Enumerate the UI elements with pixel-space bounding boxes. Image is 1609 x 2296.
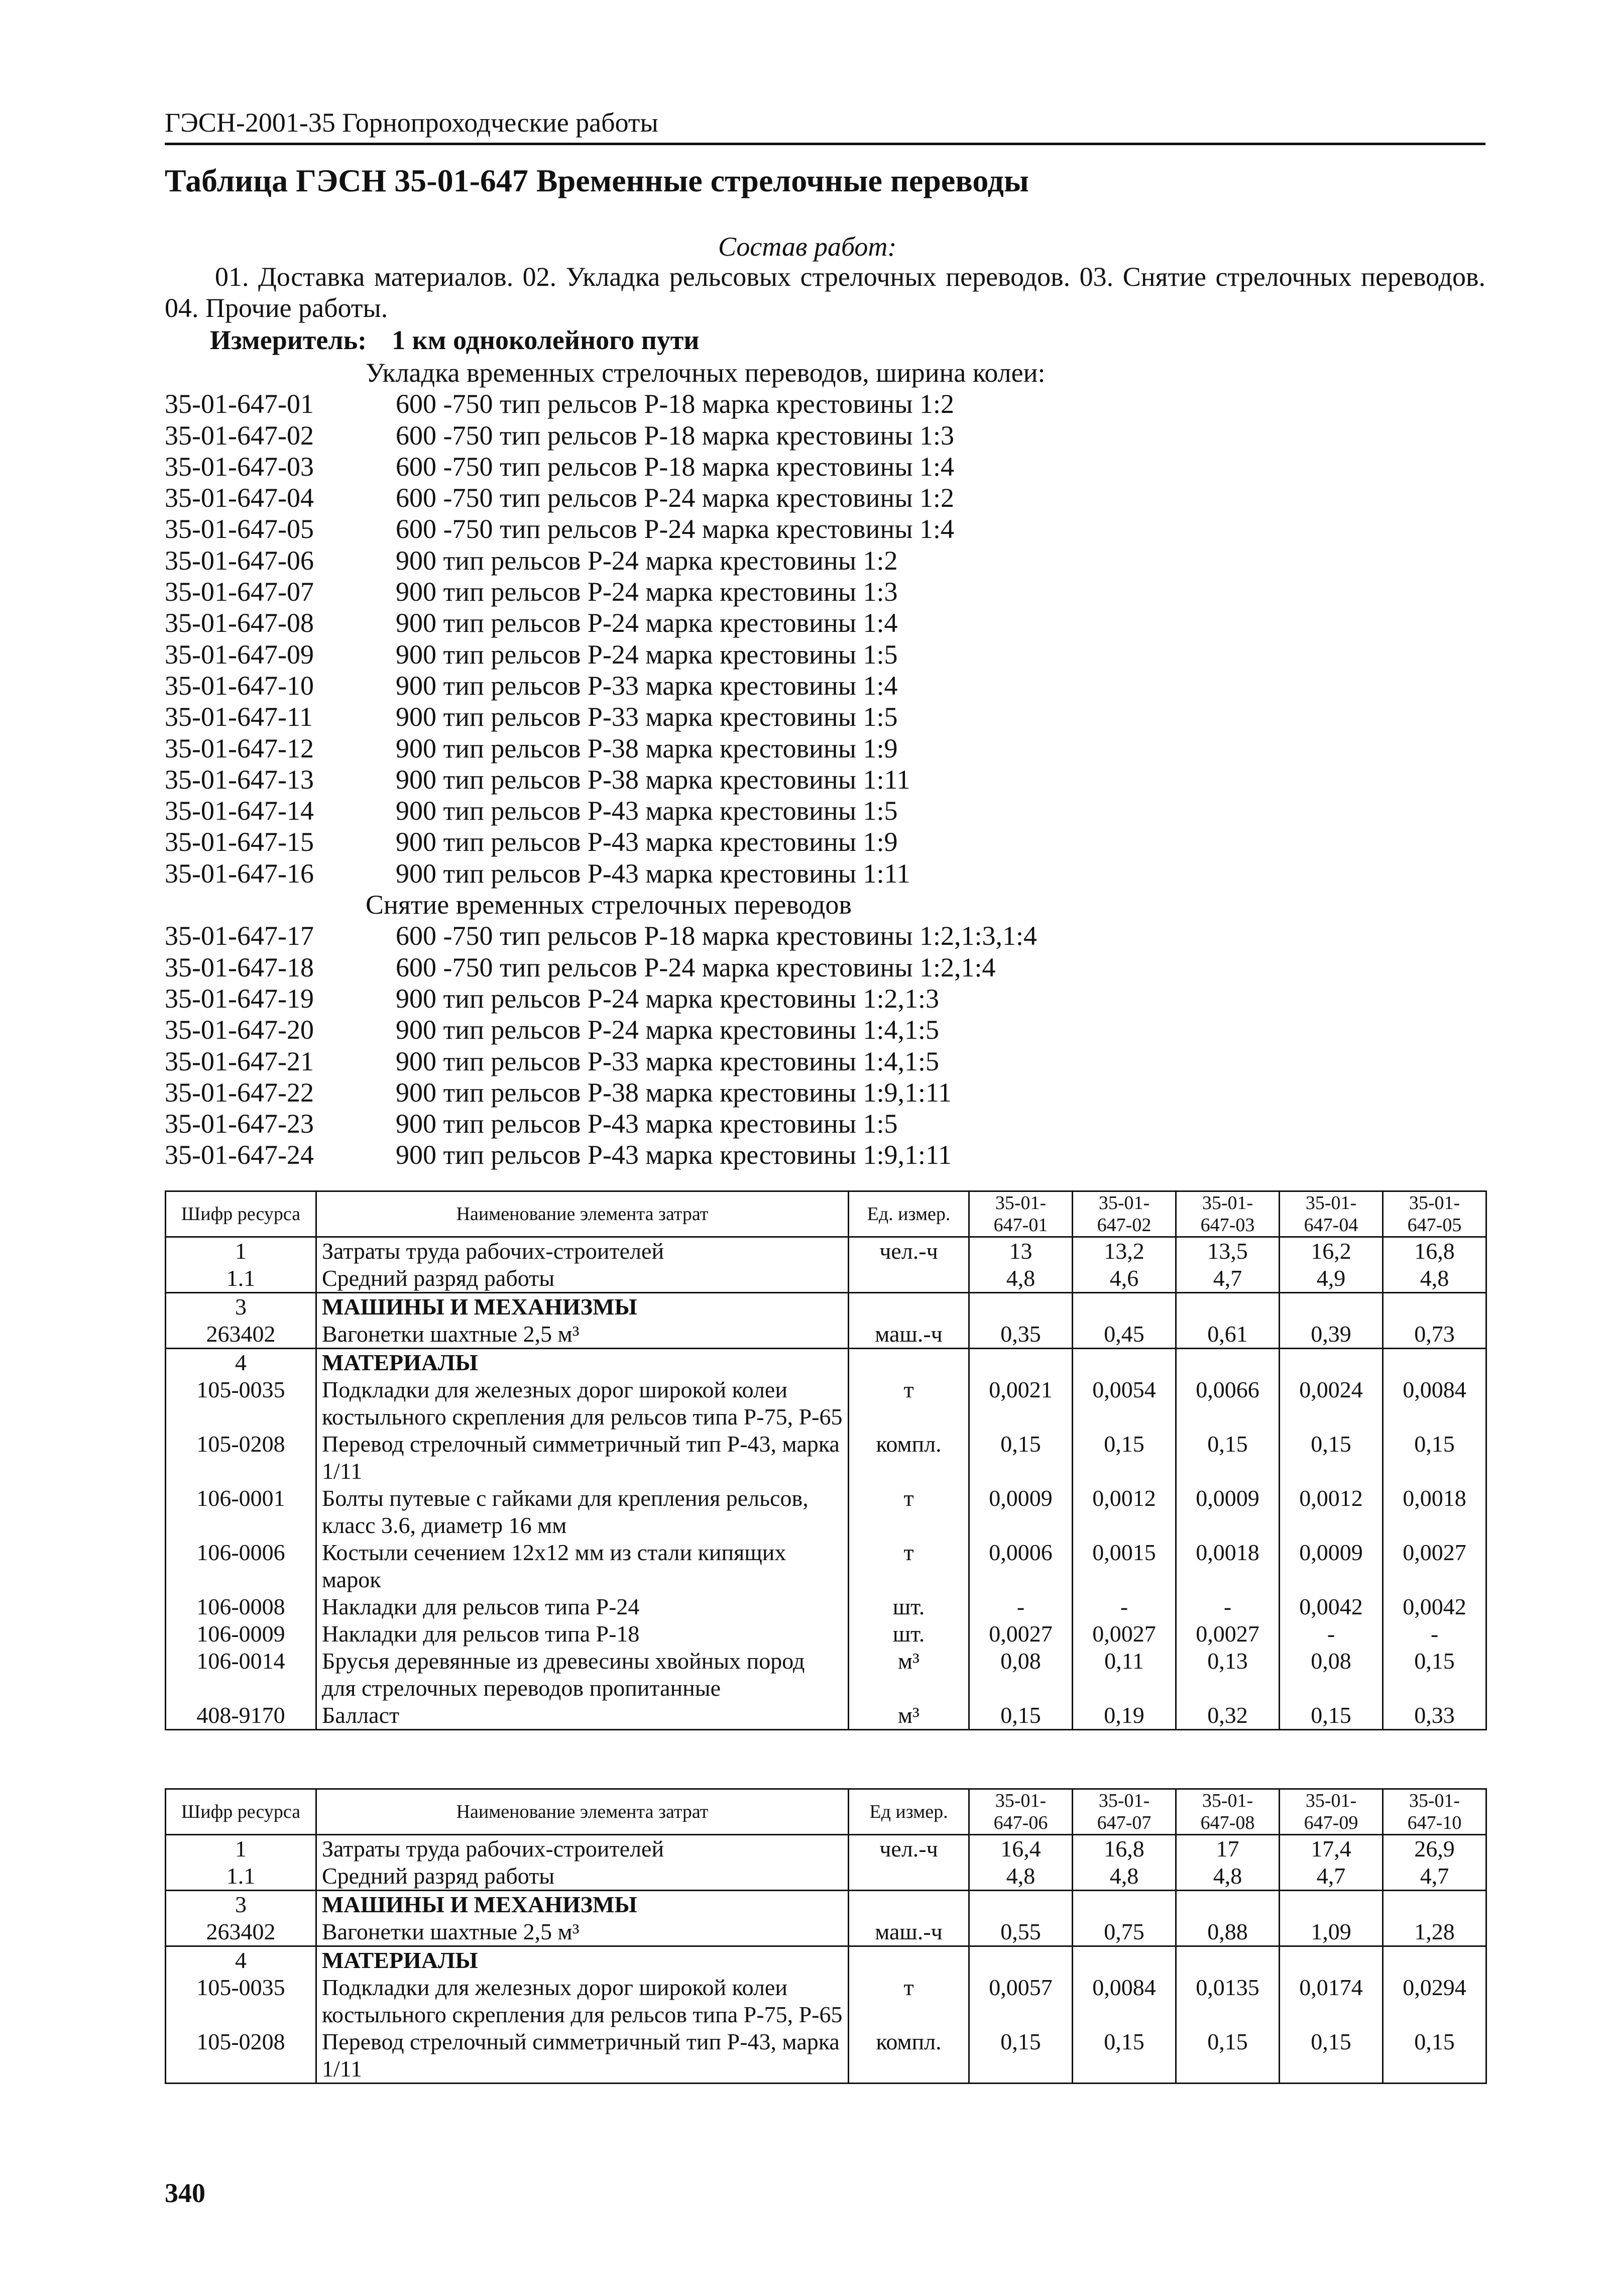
resource-value: 0,35: [969, 1321, 1073, 1349]
norm-code: 35-01-647-23: [165, 1109, 314, 1139]
resource-unit: т: [849, 1974, 969, 2028]
resource-value: -: [1383, 1620, 1486, 1648]
column-header: 35-01- 647-08: [1176, 1789, 1280, 1835]
resource-value: 13,2: [1073, 1237, 1176, 1265]
norm-description: 900 тип рельсов Р-24 марка крестовины 1:3: [396, 577, 898, 607]
resource-value: 0,15: [1073, 2028, 1176, 2084]
resource-unit: шт.: [849, 1620, 969, 1648]
resource-code: 3: [166, 1891, 316, 1919]
composition-text: 01. Доставка материалов. 02. Укладка рельсовых стрелочных переводов. 03. Снятие стрелочных переводов. 04. Прочие работы.: [165, 262, 1485, 323]
norm-table-2: [165, 1788, 1487, 2084]
norm-code: 35-01-647-07: [165, 577, 314, 607]
norm-description: 600 -750 тип рельсов Р-18 марка крестовины 1:4: [396, 451, 955, 482]
resource-unit: [849, 1863, 969, 1891]
norm-code: 35-01-647-05: [165, 514, 314, 544]
resource-value: 1,09: [1280, 1918, 1383, 1946]
code-list-item: [165, 420, 1485, 451]
code-list-item: [165, 451, 1485, 482]
resource-name: Болты путевые с гайками для крепления рельсов, класс 3.6, диаметр 16 мм: [316, 1485, 849, 1539]
code-list-item: [165, 826, 1485, 857]
resource-name: МАШИНЫ И МЕХАНИЗМЫ: [316, 1891, 849, 1919]
resource-unit: шт.: [849, 1593, 969, 1620]
column-header: 35-01- 647-04: [1280, 1191, 1383, 1237]
resource-code: 1: [166, 1835, 316, 1863]
resource-name: Средний разряд работы: [316, 1265, 849, 1293]
resource-value: 0,0135: [1176, 1974, 1280, 2028]
resource-value: [1383, 1891, 1486, 1919]
resource-value: 0,32: [1176, 1702, 1280, 1730]
resource-value: 0,0057: [969, 1974, 1073, 2028]
section-heading: Снятие временных стрелочных переводов: [366, 890, 852, 920]
resource-value: 0,15: [1280, 1702, 1383, 1730]
norm-description: 900 тип рельсов Р-38 марка крестовины 1:9,1:11: [396, 1077, 952, 1108]
resource-name: МАШИНЫ И МЕХАНИЗМЫ: [316, 1293, 849, 1321]
table-row: [166, 1946, 1486, 1975]
code-list-item: [165, 983, 1485, 1014]
resource-code: 263402: [166, 1918, 316, 1946]
resource-value: 0,0174: [1280, 1974, 1383, 2028]
resource-value: [1176, 1891, 1280, 1919]
resource-value: 4,9: [1280, 1265, 1383, 1293]
resource-value: 4,6: [1073, 1265, 1176, 1293]
resource-code: 263402: [166, 1321, 316, 1349]
resource-value: [969, 1946, 1073, 1975]
running-head: ГЭСН-2001-35 Горнопроходческие работы: [165, 106, 1485, 145]
norm-code: 35-01-647-10: [165, 670, 314, 701]
resource-value: [1280, 1293, 1383, 1321]
resource-unit: маш.-ч: [849, 1321, 969, 1349]
norm-description: 600 -750 тип рельсов Р-18 марка крестовины 1:2,1:3,1:4: [396, 921, 1038, 951]
resource-value: 0,45: [1073, 1321, 1176, 1349]
table-row: [166, 1265, 1486, 1293]
resource-name: МАТЕРИАЛЫ: [316, 1946, 849, 1975]
resource-value: [1280, 1349, 1383, 1377]
code-list-item: [165, 1014, 1485, 1045]
resource-value: 4,8: [969, 1265, 1073, 1293]
norm-code: 35-01-647-22: [165, 1077, 314, 1108]
norm-code: 35-01-647-21: [165, 1046, 314, 1076]
resource-value: 0,0021: [969, 1376, 1073, 1431]
resource-name: Вагонетки шахтные 2,5 м³: [316, 1918, 849, 1946]
resource-value: 0,0009: [1176, 1485, 1280, 1539]
resource-value: 0,0009: [969, 1485, 1073, 1539]
resource-value: 0,0024: [1280, 1376, 1383, 1431]
norm-description: 900 тип рельсов Р-33 марка крестовины 1:5: [396, 702, 898, 732]
resource-value: 0,75: [1073, 1918, 1176, 1946]
resource-value: 0,0009: [1280, 1539, 1383, 1593]
table-row: [166, 1376, 1486, 1431]
resource-unit: компл.: [849, 1431, 969, 1485]
resource-value: 4,8: [969, 1863, 1073, 1891]
norm-code: 35-01-647-17: [165, 921, 314, 951]
resource-code: 1: [166, 1237, 316, 1265]
norm-description: 900 тип рельсов Р-33 марка крестовины 1:4,1:5: [396, 1046, 940, 1076]
resource-code: 105-0208: [166, 1431, 316, 1485]
table-header-row: [166, 1789, 1486, 1835]
resource-value: [969, 1891, 1073, 1919]
table-row: [166, 1237, 1486, 1265]
resource-value: 0,0084: [1383, 1376, 1486, 1431]
section-heading: Укладка временных стрелочных переводов, ширина колеи:: [366, 358, 1046, 388]
measure-line: [210, 324, 700, 356]
resource-value: 0,15: [1383, 1431, 1486, 1485]
resource-value: 4,7: [1383, 1863, 1486, 1891]
code-list-item: [165, 795, 1485, 826]
resource-value: 0,15: [1280, 2028, 1383, 2084]
norm-code: 35-01-647-13: [165, 764, 314, 795]
table-row: [166, 1918, 1486, 1946]
resource-value: [1383, 1293, 1486, 1321]
code-list-item: [165, 952, 1485, 983]
resource-value: [1383, 1946, 1486, 1975]
norm-code: 35-01-647-06: [165, 545, 314, 576]
resource-unit: м³: [849, 1648, 969, 1702]
resource-value: 4,7: [1176, 1265, 1280, 1293]
code-list: [165, 357, 1485, 1171]
norm-code: 35-01-647-19: [165, 983, 314, 1014]
measure-value: 1 км одноколейного пути: [392, 325, 700, 355]
norm-description: 900 тип рельсов Р-24 марка крестовины 1:2,1:3: [396, 983, 940, 1014]
resource-code: 106-0014: [166, 1648, 316, 1702]
resource-value: 0,0027: [969, 1620, 1073, 1648]
column-header: Шифр ресурса: [166, 1789, 316, 1835]
resource-value: 0,0054: [1073, 1376, 1176, 1431]
resource-value: 0,0027: [1176, 1620, 1280, 1648]
resource-unit: т: [849, 1485, 969, 1539]
resource-value: [1176, 1946, 1280, 1975]
column-header: 35-01- 647-05: [1383, 1191, 1486, 1237]
resource-value: -: [969, 1593, 1073, 1620]
code-list-item: [165, 607, 1485, 638]
resource-name: Перевод стрелочный симметричный тип Р-43, марка 1/11: [316, 2028, 849, 2084]
table-row: [166, 1620, 1486, 1648]
norm-code: 35-01-647-15: [165, 827, 314, 857]
resource-unit: [849, 1946, 969, 1975]
resource-value: [1383, 1349, 1486, 1377]
norm-description: 600 -750 тип рельсов Р-24 марка крестовины 1:4: [396, 514, 955, 544]
resource-name: Подкладки для железных дорог широкой колеи костыльного скрепления для рельсов типа Р-75, Р-65: [316, 1376, 849, 1431]
norm-description: 900 тип рельсов Р-24 марка крестовины 1:5: [396, 639, 898, 670]
column-header: Наименование элемента затрат: [316, 1789, 849, 1835]
norm-description: 900 тип рельсов Р-24 марка крестовины 1:4: [396, 608, 898, 638]
resource-value: 0,88: [1176, 1918, 1280, 1946]
resource-value: 0,0012: [1280, 1485, 1383, 1539]
resource-name: Затраты труда рабочих-строителей: [316, 1835, 849, 1863]
norm-description: 600 -750 тип рельсов Р-24 марка крестовины 1:2: [396, 483, 955, 513]
column-header: 35-01- 647-07: [1073, 1789, 1176, 1835]
norm-description: 900 тип рельсов Р-43 марка крестовины 1:5: [396, 1109, 898, 1139]
resource-value: 13,5: [1176, 1237, 1280, 1265]
code-list-item: [165, 388, 1485, 419]
resource-value: -: [1073, 1593, 1176, 1620]
resource-code: 105-0035: [166, 1376, 316, 1431]
resource-value: 0,39: [1280, 1321, 1383, 1349]
code-list-item: [165, 1077, 1485, 1108]
norm-code: 35-01-647-24: [165, 1140, 314, 1170]
code-list-item: [165, 858, 1485, 889]
table-row: [166, 1349, 1486, 1377]
resource-name: Костыли сечением 12х12 мм из стали кипящих марок: [316, 1539, 849, 1593]
resource-value: 0,15: [969, 1431, 1073, 1485]
norm-code: 35-01-647-08: [165, 608, 314, 638]
table-header-row: [166, 1191, 1486, 1237]
resource-value: 0,0018: [1383, 1485, 1486, 1539]
table-row: [166, 1593, 1486, 1620]
column-header: 35-01- 647-06: [969, 1789, 1073, 1835]
resource-value: 0,73: [1383, 1321, 1486, 1349]
code-list-item: [165, 482, 1485, 513]
table-row: [166, 1648, 1486, 1702]
resource-value: 16,8: [1383, 1237, 1486, 1265]
table-row: [166, 2028, 1486, 2084]
table-row: [166, 1702, 1486, 1730]
code-list-item: [165, 1139, 1485, 1170]
resource-value: 0,33: [1383, 1702, 1486, 1730]
resource-value: -: [1176, 1593, 1280, 1620]
resource-value: 0,0015: [1073, 1539, 1176, 1593]
resource-unit: [849, 1349, 969, 1377]
resource-value: 0,15: [1383, 2028, 1486, 2084]
resource-value: 0,15: [969, 1702, 1073, 1730]
table-row: [166, 1891, 1486, 1919]
resource-value: 0,08: [969, 1648, 1073, 1702]
resource-value: 0,0066: [1176, 1376, 1280, 1431]
resource-unit: чел.-ч: [849, 1835, 969, 1863]
resource-value: 0,0018: [1176, 1539, 1280, 1593]
resource-value: 4,8: [1176, 1863, 1280, 1891]
table-row: [166, 1485, 1486, 1539]
code-list-section: [165, 889, 1485, 920]
code-list-section: [165, 357, 1485, 388]
resource-code: 106-0001: [166, 1485, 316, 1539]
resource-code: 1.1: [166, 1265, 316, 1293]
column-header: Шифр ресурса: [166, 1191, 316, 1237]
norm-description: 900 тип рельсов Р-24 марка крестовины 1:2: [396, 545, 898, 576]
resource-name: Подкладки для железных дорог широкой колеи костыльного скрепления для рельсов типа Р-75, Р-65: [316, 1974, 849, 2028]
norm-code: 35-01-647-09: [165, 639, 314, 670]
column-header: 35-01- 647-01: [969, 1191, 1073, 1237]
norm-description: 900 тип рельсов Р-43 марка крестовины 1:5: [396, 796, 898, 826]
resource-code: 4: [166, 1946, 316, 1975]
resource-unit: т: [849, 1376, 969, 1431]
resource-unit: чел.-ч: [849, 1237, 969, 1265]
table-row: [166, 1974, 1486, 2028]
column-header: 35-01- 647-03: [1176, 1191, 1280, 1237]
resource-value: 0,0027: [1383, 1539, 1486, 1593]
resource-value: 16,2: [1280, 1237, 1383, 1265]
resource-value: 13: [969, 1237, 1073, 1265]
resource-value: [1280, 1891, 1383, 1919]
resource-code: 106-0006: [166, 1539, 316, 1593]
norm-description: 600 -750 тип рельсов Р-18 марка крестовины 1:2: [396, 389, 955, 419]
column-header: Наименование элемента затрат: [316, 1191, 849, 1237]
norm-description: 900 тип рельсов Р-38 марка крестовины 1:11: [396, 764, 910, 795]
resource-value: 0,15: [1176, 1431, 1280, 1485]
resource-name: Затраты труда рабочих-строителей: [316, 1237, 849, 1265]
column-header: 35-01- 647-10: [1383, 1789, 1486, 1835]
resource-value: [1280, 1946, 1383, 1975]
resource-name: Брусья деревянные из древесины хвойных пород для стрелочных переводов пропитанные: [316, 1648, 849, 1702]
column-header: 35-01- 647-09: [1280, 1789, 1383, 1835]
norm-description: 600 -750 тип рельсов Р-18 марка крестовины 1:3: [396, 420, 955, 451]
resource-code: 4: [166, 1349, 316, 1377]
resource-value: 4,8: [1383, 1265, 1486, 1293]
column-header: 35-01- 647-02: [1073, 1191, 1176, 1237]
norm-description: 900 тип рельсов Р-43 марка крестовины 1:11: [396, 858, 910, 889]
resource-value: 0,61: [1176, 1321, 1280, 1349]
code-list-item: [165, 513, 1485, 544]
resource-code: 106-0009: [166, 1620, 316, 1648]
resource-code: 105-0208: [166, 2028, 316, 2084]
norm-code: 35-01-647-16: [165, 858, 314, 889]
norm-code: 35-01-647-04: [165, 483, 314, 513]
norm-code: 35-01-647-20: [165, 1015, 314, 1045]
resource-value: -: [1280, 1620, 1383, 1648]
resource-code: 106-0008: [166, 1593, 316, 1620]
code-list-item: [165, 733, 1485, 764]
resource-value: 0,0042: [1280, 1593, 1383, 1620]
resource-unit: [849, 1265, 969, 1293]
norm-code: 35-01-647-03: [165, 451, 314, 482]
resource-value: 4,7: [1280, 1863, 1383, 1891]
resource-value: 0,0084: [1073, 1974, 1176, 2028]
norm-description: 900 тип рельсов Р-24 марка крестовины 1:4,1:5: [396, 1015, 940, 1045]
resource-value: [1176, 1349, 1280, 1377]
resource-value: 0,15: [1176, 2028, 1280, 2084]
resource-value: 16,4: [969, 1835, 1073, 1863]
resource-code: 1.1: [166, 1863, 316, 1891]
resource-code: 3: [166, 1293, 316, 1321]
code-list-item: [165, 1108, 1485, 1139]
code-list-item: [165, 764, 1485, 795]
composition-caption: Состав работ:: [718, 232, 897, 262]
resource-value: 0,15: [969, 2028, 1073, 2084]
resource-value: 0,0042: [1383, 1593, 1486, 1620]
resource-value: 0,15: [1280, 1431, 1383, 1485]
table-row: [166, 1293, 1486, 1321]
measure-label: Измеритель:: [210, 325, 367, 355]
code-list-item: [165, 1046, 1485, 1077]
table-row: [166, 1835, 1486, 1863]
resource-value: 16,8: [1073, 1835, 1176, 1863]
resource-value: [969, 1293, 1073, 1321]
code-list-item: [165, 576, 1485, 607]
resource-value: 0,0294: [1383, 1974, 1486, 2028]
norm-code: 35-01-647-14: [165, 796, 314, 826]
resource-value: 17,4: [1280, 1835, 1383, 1863]
resource-unit: м³: [849, 1702, 969, 1730]
resource-value: 0,11: [1073, 1648, 1176, 1702]
resource-value: 0,55: [969, 1918, 1073, 1946]
resource-unit: компл.: [849, 2028, 969, 2084]
code-list-item: [165, 639, 1485, 670]
resource-name: Накладки для рельсов типа Р-18: [316, 1620, 849, 1648]
code-list-item: [165, 670, 1485, 701]
resource-name: МАТЕРИАЛЫ: [316, 1349, 849, 1377]
resource-name: Балласт: [316, 1702, 849, 1730]
norm-code: 35-01-647-11: [165, 702, 313, 732]
norm-description: 900 тип рельсов Р-43 марка крестовины 1:9,1:11: [396, 1140, 952, 1170]
column-header: Ед измер.: [849, 1789, 969, 1835]
resource-value: 0,0012: [1073, 1485, 1176, 1539]
table-row: [166, 1431, 1486, 1485]
norm-description: 900 тип рельсов Р-43 марка крестовины 1:9: [396, 827, 898, 857]
table-row: [166, 1321, 1486, 1349]
resource-value: [1073, 1349, 1176, 1377]
resource-code: 105-0035: [166, 1974, 316, 2028]
table-row: [166, 1863, 1486, 1891]
norm-code: 35-01-647-12: [165, 733, 314, 763]
resource-name: Вагонетки шахтные 2,5 м³: [316, 1321, 849, 1349]
resource-value: [969, 1349, 1073, 1377]
resource-value: [1073, 1946, 1176, 1975]
norm-code: 35-01-647-18: [165, 952, 314, 982]
resource-value: [1176, 1293, 1280, 1321]
resource-value: 0,0027: [1073, 1620, 1176, 1648]
resource-code: 408-9170: [166, 1702, 316, 1730]
resource-value: 0,0006: [969, 1539, 1073, 1593]
resource-value: 0,15: [1383, 1648, 1486, 1702]
norm-code: 35-01-647-01: [165, 389, 314, 419]
resource-unit: т: [849, 1539, 969, 1593]
resource-value: 0,19: [1073, 1702, 1176, 1730]
norm-code: 35-01-647-02: [165, 420, 314, 451]
resource-value: 17: [1176, 1835, 1280, 1863]
norm-table-1: [165, 1190, 1487, 1730]
resource-value: 1,28: [1383, 1918, 1486, 1946]
table-title: Таблица ГЭСН 35-01-647 Временные стрелочные переводы: [165, 163, 1029, 198]
resource-unit: [849, 1891, 969, 1919]
norm-description: 600 -750 тип рельсов Р-24 марка крестовины 1:2,1:4: [396, 952, 996, 982]
resource-name: Средний разряд работы: [316, 1863, 849, 1891]
resource-unit: маш.-ч: [849, 1918, 969, 1946]
resource-value: 0,15: [1073, 1431, 1176, 1485]
resource-value: 0,13: [1176, 1648, 1280, 1702]
resource-value: 0,08: [1280, 1648, 1383, 1702]
resource-value: 4,8: [1073, 1863, 1176, 1891]
resource-value: [1073, 1891, 1176, 1919]
code-list-item: [165, 545, 1485, 576]
norm-description: 900 тип рельсов Р-38 марка крестовины 1:9: [396, 733, 898, 763]
norm-description: 900 тип рельсов Р-33 марка крестовины 1:4: [396, 670, 898, 701]
page-number: 340: [165, 2178, 205, 2208]
code-list-item: [165, 920, 1485, 951]
table-row: [166, 1539, 1486, 1593]
resource-unit: [849, 1293, 969, 1321]
resource-value: 26,9: [1383, 1835, 1486, 1863]
resource-value: [1073, 1293, 1176, 1321]
column-header: Ед. измер.: [849, 1191, 969, 1237]
resource-name: Накладки для рельсов типа Р-24: [316, 1593, 849, 1620]
resource-name: Перевод стрелочный симметричный тип Р-43, марка 1/11: [316, 1431, 849, 1485]
code-list-item: [165, 701, 1485, 732]
